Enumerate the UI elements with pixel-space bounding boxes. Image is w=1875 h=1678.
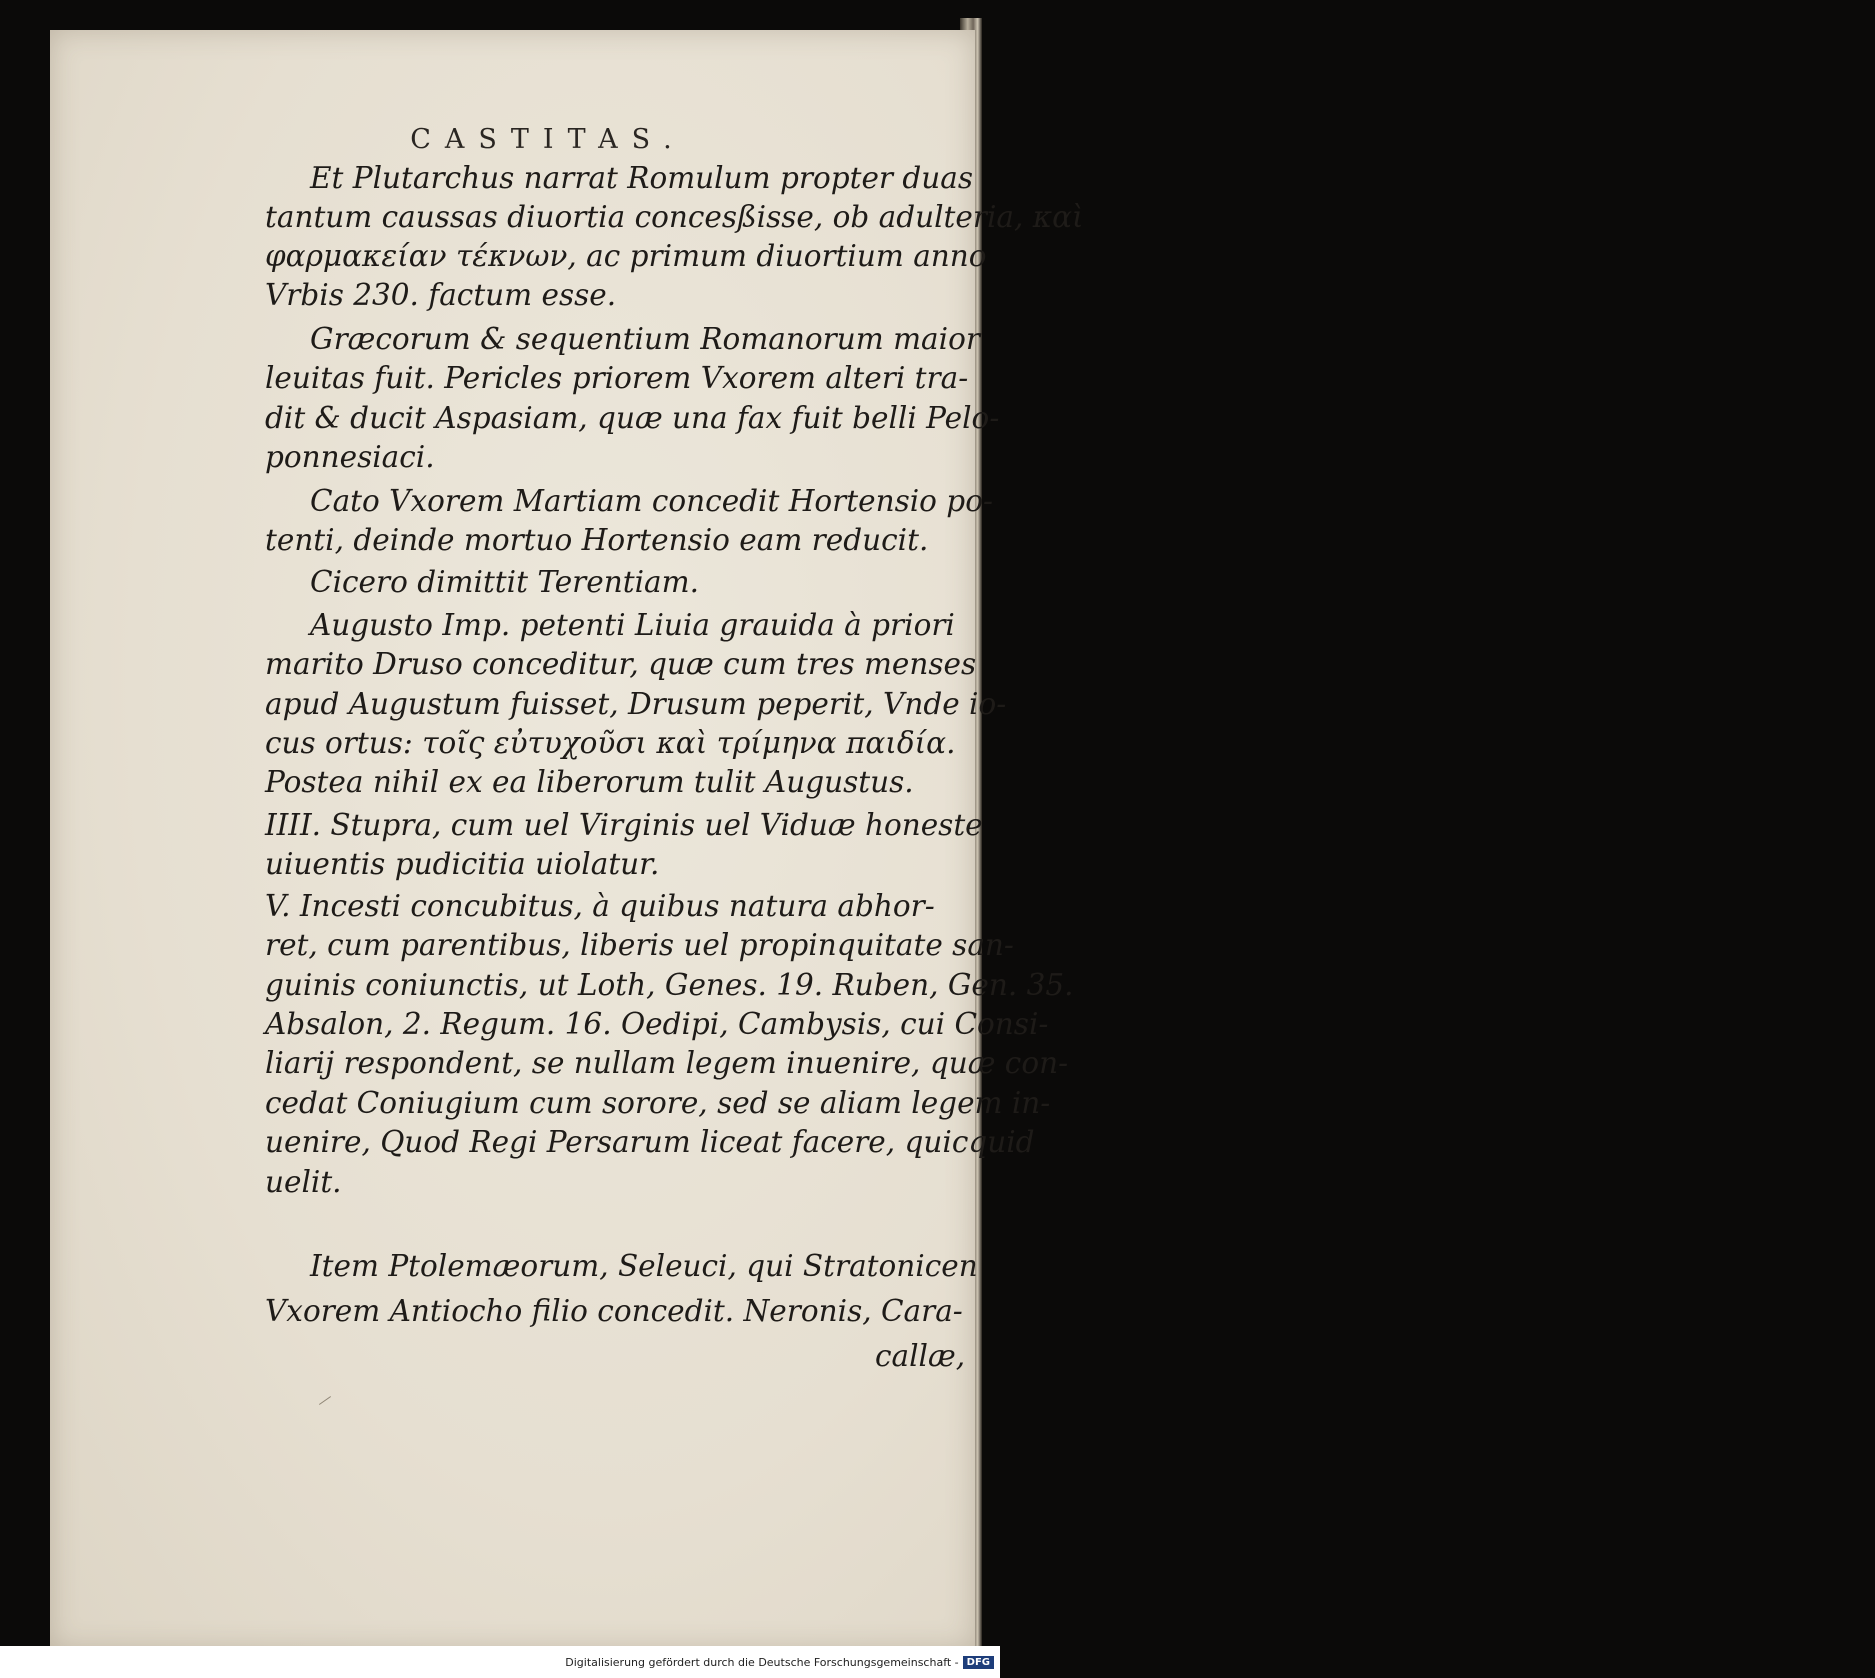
text-line: cus ortus: τοῖς εὐτυχοῦσι καὶ τρίμηνα παιδία. <box>265 726 956 760</box>
text-line: Item Ptolemæorum, Seleuci, qui Stratonicen <box>310 1249 978 1283</box>
text-line: uelit. <box>265 1165 342 1199</box>
digitization-footer <box>0 1646 1000 1678</box>
text-line: apud Augustum fuisset, Drusum peperit, Vnde io- <box>265 687 1007 721</box>
text-line: tenti, deinde mortuo Hortensio eam reducit. <box>265 523 929 557</box>
text-line: cedat Coniugium cum sorore, sed se aliam legem in- <box>265 1086 1051 1120</box>
text-line: V. Incesti concubitus, à quibus natura abhor- <box>265 889 935 923</box>
text-line: Cicero dimittit Terentiam. <box>310 565 699 599</box>
dfg-logo: DFG <box>963 1656 994 1669</box>
text-line: Græcorum & sequentium Romanorum maior <box>310 322 980 356</box>
text-line: uiuentis pudicitia uiolatur. <box>265 847 660 881</box>
text-line: IIII. Stupra, cum uel Virginis uel Viduæ honeste <box>265 808 983 842</box>
text-line: Absalon, 2. Regum. 16. Oedipi, Cambysis, cui Consi- <box>265 1007 1049 1041</box>
text-line: uenire, Quod Regi Persarum liceat facere, quicquid <box>265 1125 1035 1159</box>
running-head: CASTITAS. <box>410 124 686 155</box>
text-line: tantum caussas diuortia concesßisse, ob adulteria, καὶ <box>265 200 1084 234</box>
text-line: Postea nihil ex ea liberorum tulit Augustus. <box>265 765 914 799</box>
text-line: φαρμακείαν τέκνων, ac primum diuortium anno <box>265 239 987 273</box>
text-line: leuitas fuit. Pericles priorem Vxorem alteri tra- <box>265 361 969 395</box>
text-line: liarij respondent, se nullam legem inuenire, quæ con- <box>265 1046 1069 1080</box>
footer-credit: Digitalisierung gefördert durch die Deutsche Forschungsgemeinschaft - <box>565 1655 959 1669</box>
text-line: guinis coniunctis, ut Loth, Genes. 19. Ruben, Gen. 35. <box>265 968 1074 1002</box>
text-line: Cato Vxorem Martiam concedit Hortensio po- <box>310 484 993 518</box>
text-line: Vxorem Antiocho filio concedit. Neronis, Cara- <box>265 1294 963 1328</box>
text-line: dit & ducit Aspasiam, quæ una fax fuit belli Pelo- <box>265 401 1000 435</box>
text-line: ponnesiaci. <box>265 440 435 474</box>
text-line: marito Druso conceditur, quæ cum tres menses <box>265 647 977 681</box>
text-line: Et Plutarchus narrat Romulum propter duas <box>310 161 974 195</box>
text-line: Vrbis 230. factum esse. <box>265 278 617 312</box>
text-line: ret, cum parentibus, liberis uel propinquitate san- <box>265 928 1014 962</box>
text-line: Augusto Imp. petenti Liuia grauida à priori <box>310 608 955 642</box>
catchword: callæ, <box>875 1339 966 1373</box>
